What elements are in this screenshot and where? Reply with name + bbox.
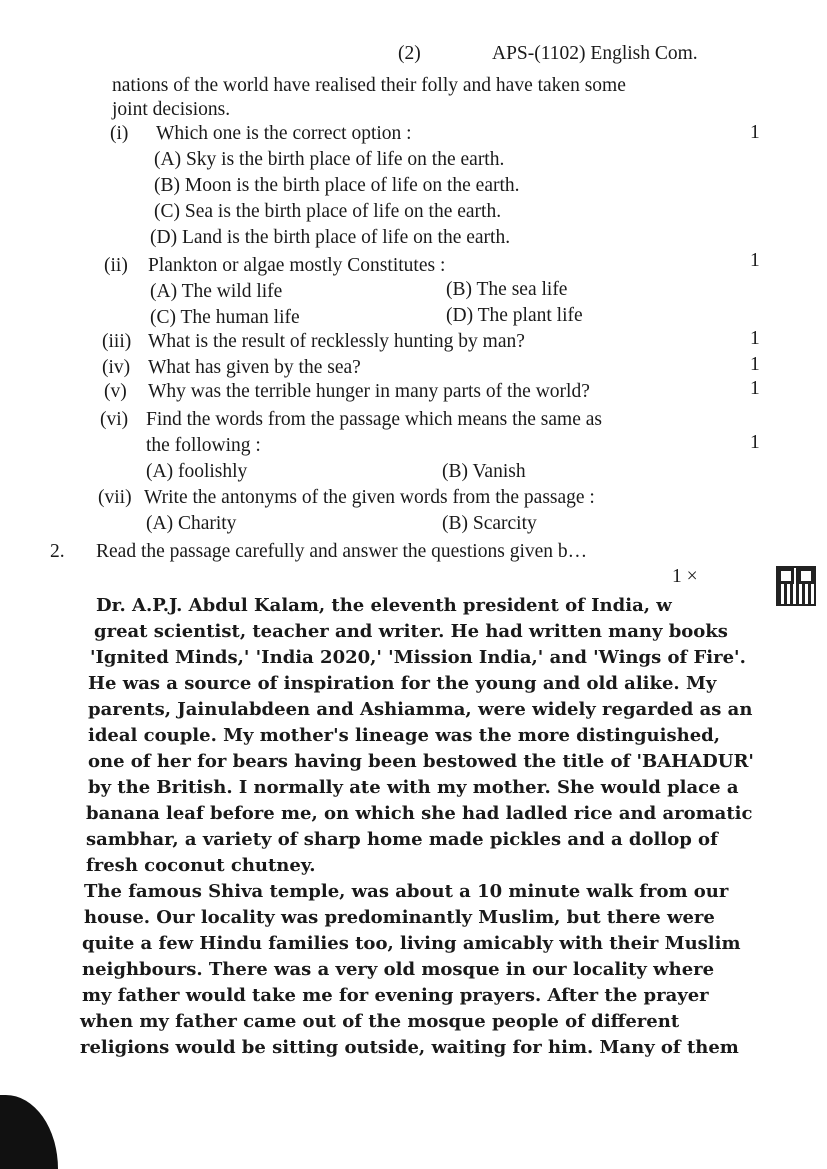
question-text: Which one is the correct option : [156, 123, 412, 144]
question-text: Why was the terrible hunger in many parts of the world? [148, 381, 590, 402]
page-number: (2) [398, 43, 421, 64]
option-a: (A) Charity [146, 513, 237, 534]
passage-line: ideal couple. My mother's lineage was the more distinguished, [88, 725, 721, 746]
option-a: (A) Sky is the birth place of life on the earth. [154, 149, 505, 170]
question-text: the following : [146, 435, 261, 456]
question-marks: 1 [750, 354, 760, 375]
question-marks: 1 [750, 378, 760, 399]
option-c: (C) Sea is the birth place of life on the earth. [154, 201, 502, 222]
option-c: (C) The human life [150, 307, 300, 328]
option-a: (A) The wild life [150, 281, 283, 302]
question-number: (iv) [102, 357, 131, 378]
passage-line: neighbours. There was a very old mosque in our locality where [82, 959, 715, 980]
question-text: What has given by the sea? [148, 357, 361, 378]
option-b: (B) Scarcity [442, 513, 537, 534]
section-number: 2. [50, 541, 65, 562]
scan-shadow [0, 1095, 58, 1169]
option-b: (B) The sea life [446, 279, 568, 300]
option-d: (D) Land is the birth place of life on the earth. [150, 227, 511, 248]
passage-line: quite a few Hindu families too, living amicably with their Muslim [82, 933, 741, 954]
passage-line: by the British. I normally ate with my mother. She would place a [88, 777, 739, 798]
question-text: Find the words from the passage which means the same as [146, 409, 602, 430]
question-marks: 1 [750, 432, 760, 453]
question-number: (i) [110, 123, 129, 144]
passage-line: fresh coconut chutney. [86, 855, 316, 876]
paper-code: APS-(1102) English Com. [492, 43, 698, 64]
question-number: (ii) [104, 255, 128, 276]
passage-line: He was a source of inspiration for the young and old alike. My [88, 673, 717, 694]
section-marks: 1 × [672, 566, 698, 587]
question-number: (iii) [102, 331, 132, 352]
passage-line: house. Our locality was predominantly Muslim, but there were [84, 907, 715, 928]
passage-line: banana leaf before me, on which she had ladled rice and aromatic [86, 803, 753, 824]
question-text: Plankton or algae mostly Constitutes : [148, 255, 446, 276]
passage-line: parents, Jainulabdeen and Ashiamma, were widely regarded as an [88, 699, 753, 720]
question-number: (v) [104, 381, 127, 402]
option-a: (A) foolishly [146, 461, 248, 482]
qr-code [776, 566, 816, 606]
question-text: Write the antonyms of the given words from the passage : [144, 487, 595, 508]
passage-line: The famous Shiva temple, was about a 10 minute walk from our [84, 881, 729, 902]
question-number: (vi) [100, 409, 129, 430]
section-instruction: Read the passage carefully and answer the questions given b… [96, 541, 588, 562]
intro-line: nations of the world have realised their folly and have taken some [112, 75, 626, 96]
passage-line: one of her for bears having been bestowed the title of 'BAHADUR' [88, 751, 754, 772]
option-b: (B) Moon is the birth place of life on the earth. [154, 175, 520, 196]
question-marks: 1 [750, 328, 760, 349]
passage-line: 'Ignited Minds,' 'India 2020,' 'Mission India,' and 'Wings of Fire'. [90, 647, 746, 668]
question-marks: 1 [750, 122, 760, 143]
option-d: (D) The plant life [446, 305, 583, 326]
passage-line: my father would take me for evening prayers. After the prayer [82, 985, 709, 1006]
passage-line: Dr. A.P.J. Abdul Kalam, the eleventh president of India, w [96, 595, 672, 616]
question-text: What is the result of recklessly hunting by man? [148, 331, 525, 352]
passage-line: religions would be sitting outside, waiting for him. Many of them [80, 1037, 739, 1058]
passage-line: great scientist, teacher and writer. He had written many books [94, 621, 728, 642]
question-number: (vii) [98, 487, 132, 508]
intro-line: joint decisions. [112, 99, 231, 120]
option-b: (B) Vanish [442, 461, 526, 482]
passage-line: sambhar, a variety of sharp home made pickles and a dollop of [86, 829, 718, 850]
passage-line: when my father came out of the mosque people of different [80, 1011, 680, 1032]
question-marks: 1 [750, 250, 760, 271]
